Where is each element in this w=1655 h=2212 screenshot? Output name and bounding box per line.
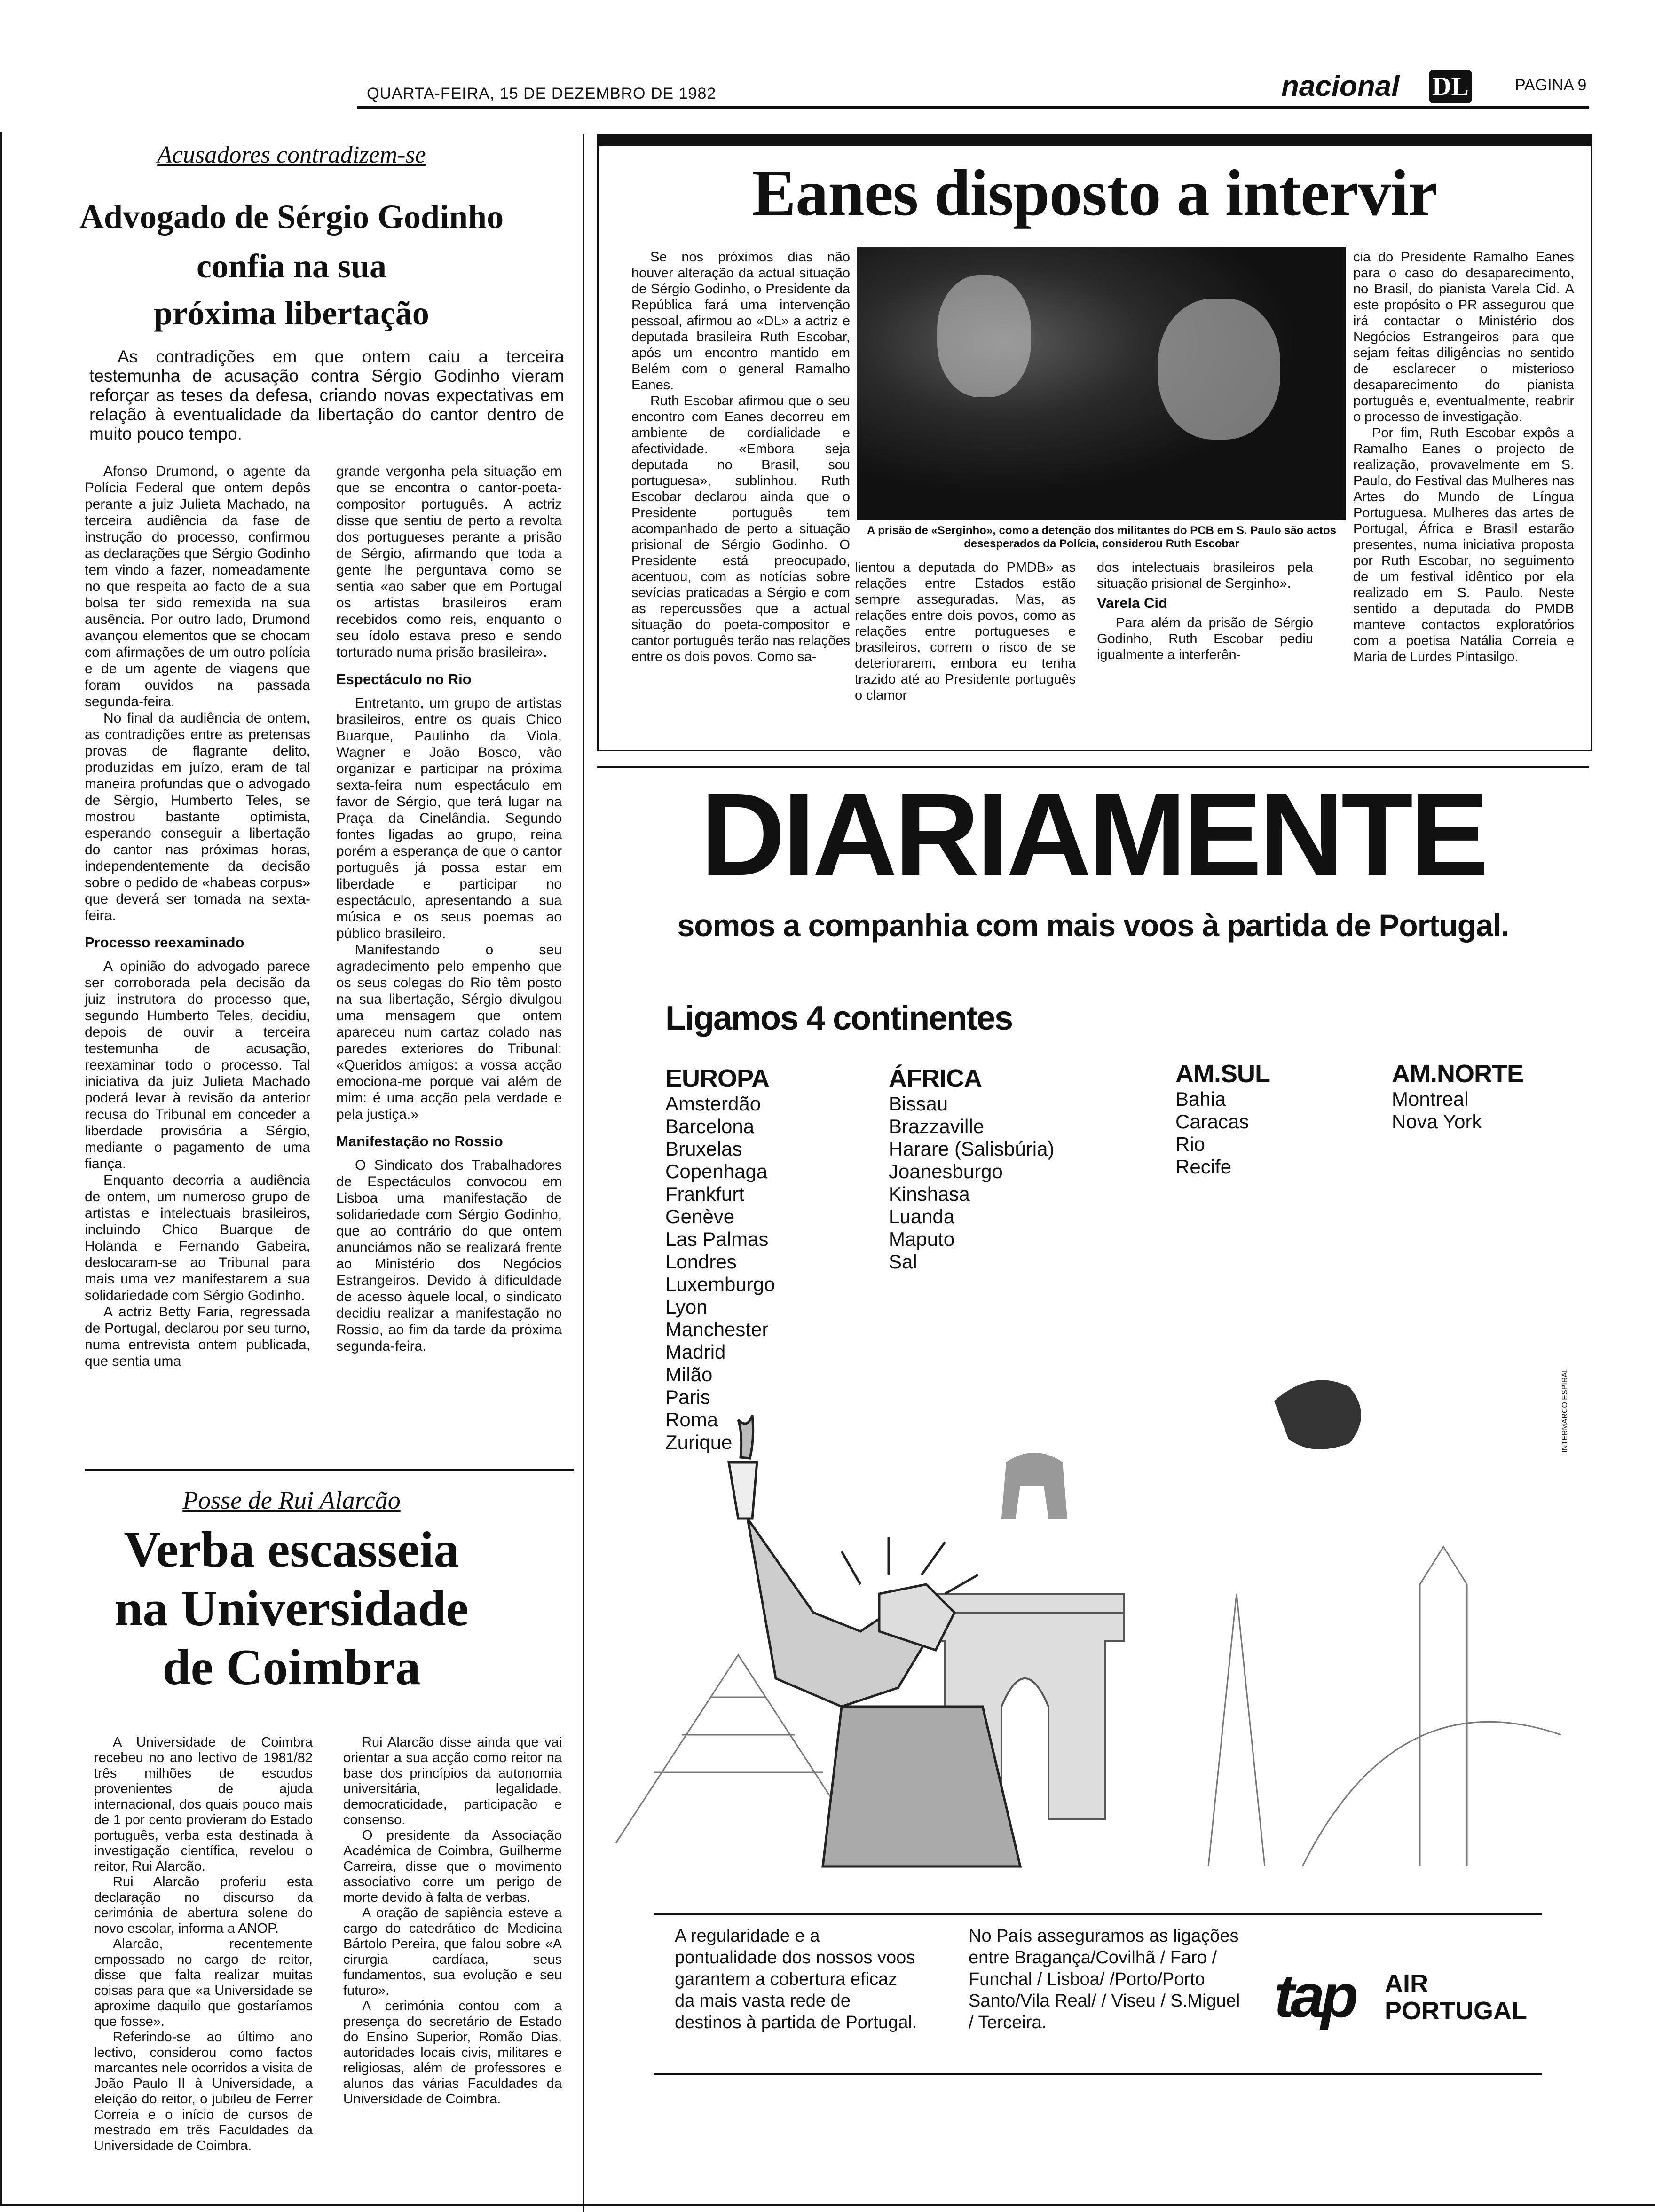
ad-footer-middle: No País asseguramos as ligações entre Bragança/Covilhã / Faro / Funchal / Lisboa/ /Porto/Porto Santo/Vila Real/ / Viseu / S.Miguel / Terceira. xyxy=(969,1926,1240,2032)
section-divider xyxy=(85,1469,574,1471)
article-kicker: Posse de Rui Alarcão xyxy=(182,1486,401,1514)
news-photo xyxy=(857,247,1346,520)
landmarks-illustration xyxy=(597,1349,1589,1904)
paragraph: Afonso Drumond, o agente da Polícia Federal que ontem depôs perante a juiz Julieta Machado, na terceira audiência da fase de instrução do processo, confirmou as declarações que Sérgio Godinho tem vindo a fazer, nomeadamente no que respeita ao facto de a sua bolsa ter sido remexida na sua ausência. Por outro lado, Drumond avançou elementos que se chocam com afirmações de um outro polícia e de um agente de viagens que foram ouvidos na passada segunda-feira. xyxy=(85,464,310,709)
continents-title: Ligamos 4 continentes xyxy=(665,1000,1013,1037)
headline-line-3: de Coimbra xyxy=(162,1639,421,1695)
page-number: PAGINA 9 xyxy=(1515,76,1587,94)
tap-logo xyxy=(1274,1960,1556,2031)
newspaper-logo: DL xyxy=(1429,70,1472,103)
godinho-column-1 xyxy=(85,463,310,1370)
coimbra-column-2 xyxy=(343,1735,562,2107)
issue-date: QUARTA-FEIRA, 15 DE DEZEMBRO DE 1982 xyxy=(367,85,717,102)
ad-bottom-frame-bottom xyxy=(654,2073,1542,2075)
agency-credit: INTERMARCO ESPIRAL xyxy=(1561,1368,1569,1453)
paragraph: Por fim, Ruth Escobar expôs a Ramalho Eanes o projecto de realização, provavelmente em S. Paulo, do Festival das Mulheres nas Artes do Mundo de Língua Portuguesa. Mulheres das artes de Portugal, África e Brasil estarão presentes, numa iniciativa proposta por Ruth Escobar, no seguimento de um festival idêntico por ela realizado em S. Paulo. Neste sentido a deputada do PMDB manteve contactos exploratórios com a poetisa Natália Correia e Maria de Lurdes Pintasilgo. xyxy=(1353,425,1574,664)
city-name: Copenhaga xyxy=(665,1160,768,1182)
tap-advertisement xyxy=(597,766,1589,2196)
city-name: Genève xyxy=(665,1205,735,1228)
byline: Varela Cid xyxy=(1097,595,1167,611)
city-name: Sal xyxy=(889,1251,917,1273)
page-left-edge xyxy=(0,132,2,2205)
city-list xyxy=(1392,1088,1523,1133)
region-heading: EUROPA xyxy=(665,1064,770,1093)
city-name: Rio xyxy=(1175,1133,1206,1155)
tap-logo-mark: tap xyxy=(1274,1961,1355,2030)
city-name: Manchester xyxy=(665,1318,769,1340)
city-name: Maputo xyxy=(889,1228,955,1250)
city-name: Luxemburgo xyxy=(665,1273,775,1295)
paragraph: No final da audiência de ontem, as contradições entre as pretensas provas de flagrante delito, produzidas em juízo, eram de tal maneira profundas que o advogado de Sérgio, Humberto Teles, se mostrou bastante optimista, esperando conseguir a libertação do cantor nas próximas horas, independentemente da decisão sobre o pedido de «habeas corpus» que deverá ser tomada na sexta-feira. xyxy=(85,710,310,923)
article-lead: As contradições em que ontem caiu a terceira testemunha de acusação contra Sérgio Godinho vieram reforçar as teses da defesa, criando novas expectativas em relação à eventualidade da libertação do cantor dentro de muito pouco tempo. xyxy=(89,347,564,443)
headline-line-1: Verba escasseia xyxy=(124,1522,459,1578)
city-name: Kinshasa xyxy=(889,1183,970,1205)
section-name: nacional xyxy=(1281,70,1400,102)
headline-line-3: próxima libertação xyxy=(154,294,429,332)
paragraph: Rui Alarcão disse ainda que vai orientar a sua acção como reitor na base dos princípios da autonomia universitária, legalidade, democraticidade, participação e consenso. xyxy=(343,1735,562,1827)
paragraph: Para além da prisão de Sérgio Godinho, Ruth Escobar pediu igualmente a interferên- xyxy=(1097,615,1313,662)
city-name: Nova York xyxy=(1392,1110,1482,1133)
eanes-headline: Eanes disposto a intervir xyxy=(752,157,1437,229)
city-name: Londres xyxy=(665,1251,737,1273)
coimbra-column-1 xyxy=(94,1735,313,2154)
city-list xyxy=(1175,1088,1270,1178)
article-kicker: Acusadores contradizem-se xyxy=(157,142,426,168)
city-name: Harare (Salisbúria) xyxy=(889,1138,1055,1160)
region-am-sul xyxy=(1175,1060,1270,1178)
region-heading: AM.NORTE xyxy=(1392,1060,1523,1088)
tap-logo-portugal: PORTUGAL xyxy=(1385,1997,1527,2025)
paragraph: A actriz Betty Faria, regressada de Portugal, declarou por seu turno, numa entrevista ontem publicada, que sentia uma xyxy=(85,1304,310,1369)
paragraph: Alarcão, recentemente empossado no cargo de reitor, disse que falta realizar muitas coisas para que «a Universidade se aproxime daquilo que gostaríamos que fosse». xyxy=(94,1936,313,2029)
box-top-bar xyxy=(599,134,1591,146)
subheading: Espectáculo no Rio xyxy=(336,671,472,687)
subheading: Manifestação no Rossio xyxy=(336,1133,503,1149)
subheading: Processo reexaminado xyxy=(85,934,244,951)
paragraph: O Sindicato dos Trabalhadores de Espectáculos convocou em Lisboa uma manifestação de solidariedade com Sérgio Godinho, que ao contrário do que ontem anunciámos não se realizará frente ao Ministério dos Negócios Estrangeiros. Devido à dificuldade de acesso àquele local, o sindicato decidiu realizar a manifestação no Rossio, ao fim da tarde da próxima segunda-feira. xyxy=(336,1157,562,1354)
headline-line-1: Advogado de Sérgio Godinho xyxy=(79,198,504,236)
paragraph: Rui Alarcão proferiu esta declaração no discurso da cerimónia de abertura solene do novo escolar, informa a ANOP. xyxy=(94,1874,313,1936)
godinho-column-2 xyxy=(336,463,562,1354)
city-list xyxy=(889,1093,1054,1273)
eanes-column-c xyxy=(1097,559,1313,663)
city-name: Paris xyxy=(665,1386,710,1408)
paragraph: Referindo-se ao último ano lectivo, considerou como factos marcantes nele ocorridos a visita de João Paulo II à Universidade, a eleição do reitor, o jubileu de Ferrer Correia e o início de cursos de mestrado em três Faculdades da Universidade de Coimbra. xyxy=(94,2030,313,2153)
city-name: Caracas xyxy=(1175,1110,1249,1133)
column-divider xyxy=(583,134,584,2212)
city-name: Montreal xyxy=(1392,1088,1469,1110)
city-name: Las Palmas xyxy=(665,1228,769,1250)
paragraph: Entretanto, um grupo de artistas brasileiros, entre os quais Chico Buarque, Paulinho da Viola, Wagner e João Bosco, vão organizar e participar na próxima sexta-feira num espectáculo em favor de Sérgio, que terá lugar na Praça da Cinelândia. Segundo fontes ligadas ao grupo, reina porém a esperança de que o cantor português já possa estar em liberdade e participar no espectáculo, apresentando a sua música e os seus poemas ao público brasileiro. xyxy=(336,695,562,941)
paragraph: O presidente da Associação Académica de Coimbra, Guilherme Carreira, disse que o movimento associativo corre um perigo de morte devido à falta de verbas. xyxy=(343,1828,562,1905)
paragraph: A opinião do advogado parece ser corroborada pela decisão da juiz instrutora do processo que, segundo Humberto Teles, decidiu, depois de ouvir a terceira testemunha de acusação, reexaminar todo o processo. Tal iniciativa da juiz Julieta Machado poderá levar à revisão da anterior recusa do Tribunal em conceder a liberdade provisória a Sérgio, mediante o pagamento de uma fiança. xyxy=(85,959,310,1172)
paragraph: A cerimónia contou com a presença do secretário de Estado do Ensino Superior, Romão Dias, autoridades locais civis, militares e religiosas, além de professores e alunos das várias Faculdades da Universidade de Coimbra. xyxy=(343,1999,562,2107)
paragraph: dos intelectuais brasileiros pela situação prisional de Serginho». xyxy=(1097,560,1313,591)
region-africa xyxy=(889,1064,1055,1273)
city-name: Brazzaville xyxy=(889,1115,985,1137)
region-am-norte xyxy=(1392,1060,1523,1133)
eanes-column-d xyxy=(1353,249,1574,665)
region-heading: ÁFRICA xyxy=(889,1064,982,1093)
city-name: Bruxelas xyxy=(665,1138,742,1160)
paragraph: Manifestando o seu agradecimento pelo empenho que os seus colegas do Rio têm posto na sua libertação, Sérgio divulgou uma mensagem que ontem apareceu num cartaz colado nas paredes exteriores do Tribunal: «Queridos amigos: a vossa acção emociona-me porque vai além de mim: é uma acção pela verdade e pela justiça.» xyxy=(336,942,562,1122)
city-name: Milão xyxy=(665,1363,713,1385)
paragraph: A oração de sapiência esteve a cargo do catedrático de Medicina Bártolo Pereira, que falou sobre «A cirurgia cardíaca, seus fundamentos, sua evolução e seu futuro». xyxy=(343,1905,562,1998)
article-coimbra xyxy=(0,1472,583,2205)
city-name: Frankfurt xyxy=(665,1183,745,1205)
city-name: Roma xyxy=(665,1409,718,1431)
ad-headline: DIARIAMENTE xyxy=(700,769,1486,900)
headline-line-2: na Universidade xyxy=(114,1581,469,1637)
city-name: Lyon xyxy=(665,1296,708,1318)
headline-line-2: confia na sua xyxy=(196,247,387,285)
article-godinho xyxy=(0,0,583,1467)
city-name: Zurique xyxy=(665,1431,733,1453)
ad-bottom-frame-top xyxy=(654,1913,1542,1915)
africa-map-icon xyxy=(1274,1380,1361,1449)
tap-logo-air: AIR xyxy=(1385,1969,1428,1998)
eanes-column-a xyxy=(631,249,850,665)
paragraph: grande vergonha pela situação em que se encontra o cantor-poeta-compositor português. A actriz disse que sentiu de perto a revolta dos portugueses perante a prisão de Sérgio, afirmando que toda a gente lhe perguntava como se sentia «ao saber que em Portugal os artistas brasileiros eram recebidos como reis, enquanto o seu ídolo estava preso e sendo torturado numa prisão brasileira». xyxy=(336,464,562,660)
paragraph: A Universidade de Coimbra recebeu no ano lectivo de 1981/82 três milhões de escudos provenientes de ajuda internacional, dos quais pouco mais de 1 por cento provieram do Estado português, verba esta destinada à investigação científica, revelou o reitor, Rui Alarcão. xyxy=(94,1735,313,1874)
paragraph: Ruth Escobar afirmou que o seu encontro com Eanes decorreu em ambiente de cordialidade e afectividade. «Embora seja deputada no Brasil, sou portuguesa», sublinhou. Ruth Escobar declarou ainda que o Presidente português tem acompanhado de perto a situação prisional de Sérgio Godinho. O Presidente está preocupado, acentuou, com as notícias sobre sevícias praticadas a Sérgio e com as repercussões que a actual situação do poeta-compositor e cantor português terão nas relações entre os dois povos. Como sa- xyxy=(631,394,850,664)
city-name: Amsterdão xyxy=(665,1093,761,1115)
city-name: Madrid xyxy=(665,1341,726,1363)
paragraph: Enquanto decorria a audiência de ontem, um numeroso grupo de artistas e intelectuais brasileiros, incluindo Chico Buarque de Holanda e Fernando Gabeira, deslocaram-se ao Tribunal para mais uma vez manifestarem a sua solidariedade com Sérgio Godinho. xyxy=(85,1173,310,1303)
paragraph: cia do Presidente Ramalho Eanes para o caso do desaparecimento, no Brasil, do pianista Varela Cid. A este propósito o PR assegurou que irá contactar o Ministério dos Negócios Estrangeiros para que sejam feitas diligências no sentido de esclarecer o misterioso desaparecimento do pianista português e, eventualmente, reabrir o processo de investigação. xyxy=(1353,250,1574,425)
city-name: Recife xyxy=(1175,1156,1232,1178)
city-name: Bissau xyxy=(889,1093,948,1115)
city-name: Barcelona xyxy=(665,1115,755,1137)
ad-top-rule xyxy=(597,766,1589,768)
article-eanes xyxy=(597,134,1592,751)
region-heading: AM.SUL xyxy=(1175,1060,1270,1088)
eanes-column-b xyxy=(855,559,1076,703)
ad-footer-left: A regularidade e a pontualidade dos nossos voos garantem a cobertura eficaz da mais vasta rede de destinos à partida de Portugal. xyxy=(675,1926,917,2032)
paragraph: lientou a deputada do PMDB» as relações entre Estados estão sempre asseguradas. Mas, as relações entre dois povos, como as relações entre portugueses e brasileiros, correm o risco de se deteriorarem, embora eu tenha trazido até ao Presidente português o clamor xyxy=(855,560,1076,703)
photo-caption: A prisão de «Serginho», como a detenção dos militantes do PCB em S. Paulo são actos desesperados da Polícia, considerou Ruth Escobar xyxy=(867,524,1337,550)
city-name: Joanesburgo xyxy=(889,1160,1003,1182)
paragraph: Se nos próximos dias não houver alteração da actual situação de Sérgio Godinho, o Presidente da República fará uma intervenção pessoal, afirmou ao «DL» a actriz e deputada brasileira Ruth Escobar, após um encontro mantido em Belém com o general Ramalho Eanes. xyxy=(631,250,850,393)
city-name: Bahia xyxy=(1175,1088,1226,1110)
ad-subhead: somos a companhia com mais voos à partida de Portugal. xyxy=(677,908,1509,943)
zebra-icon xyxy=(1001,1453,1067,1519)
page-bottom-rule xyxy=(0,2204,1655,2206)
city-name: Luanda xyxy=(889,1205,955,1228)
